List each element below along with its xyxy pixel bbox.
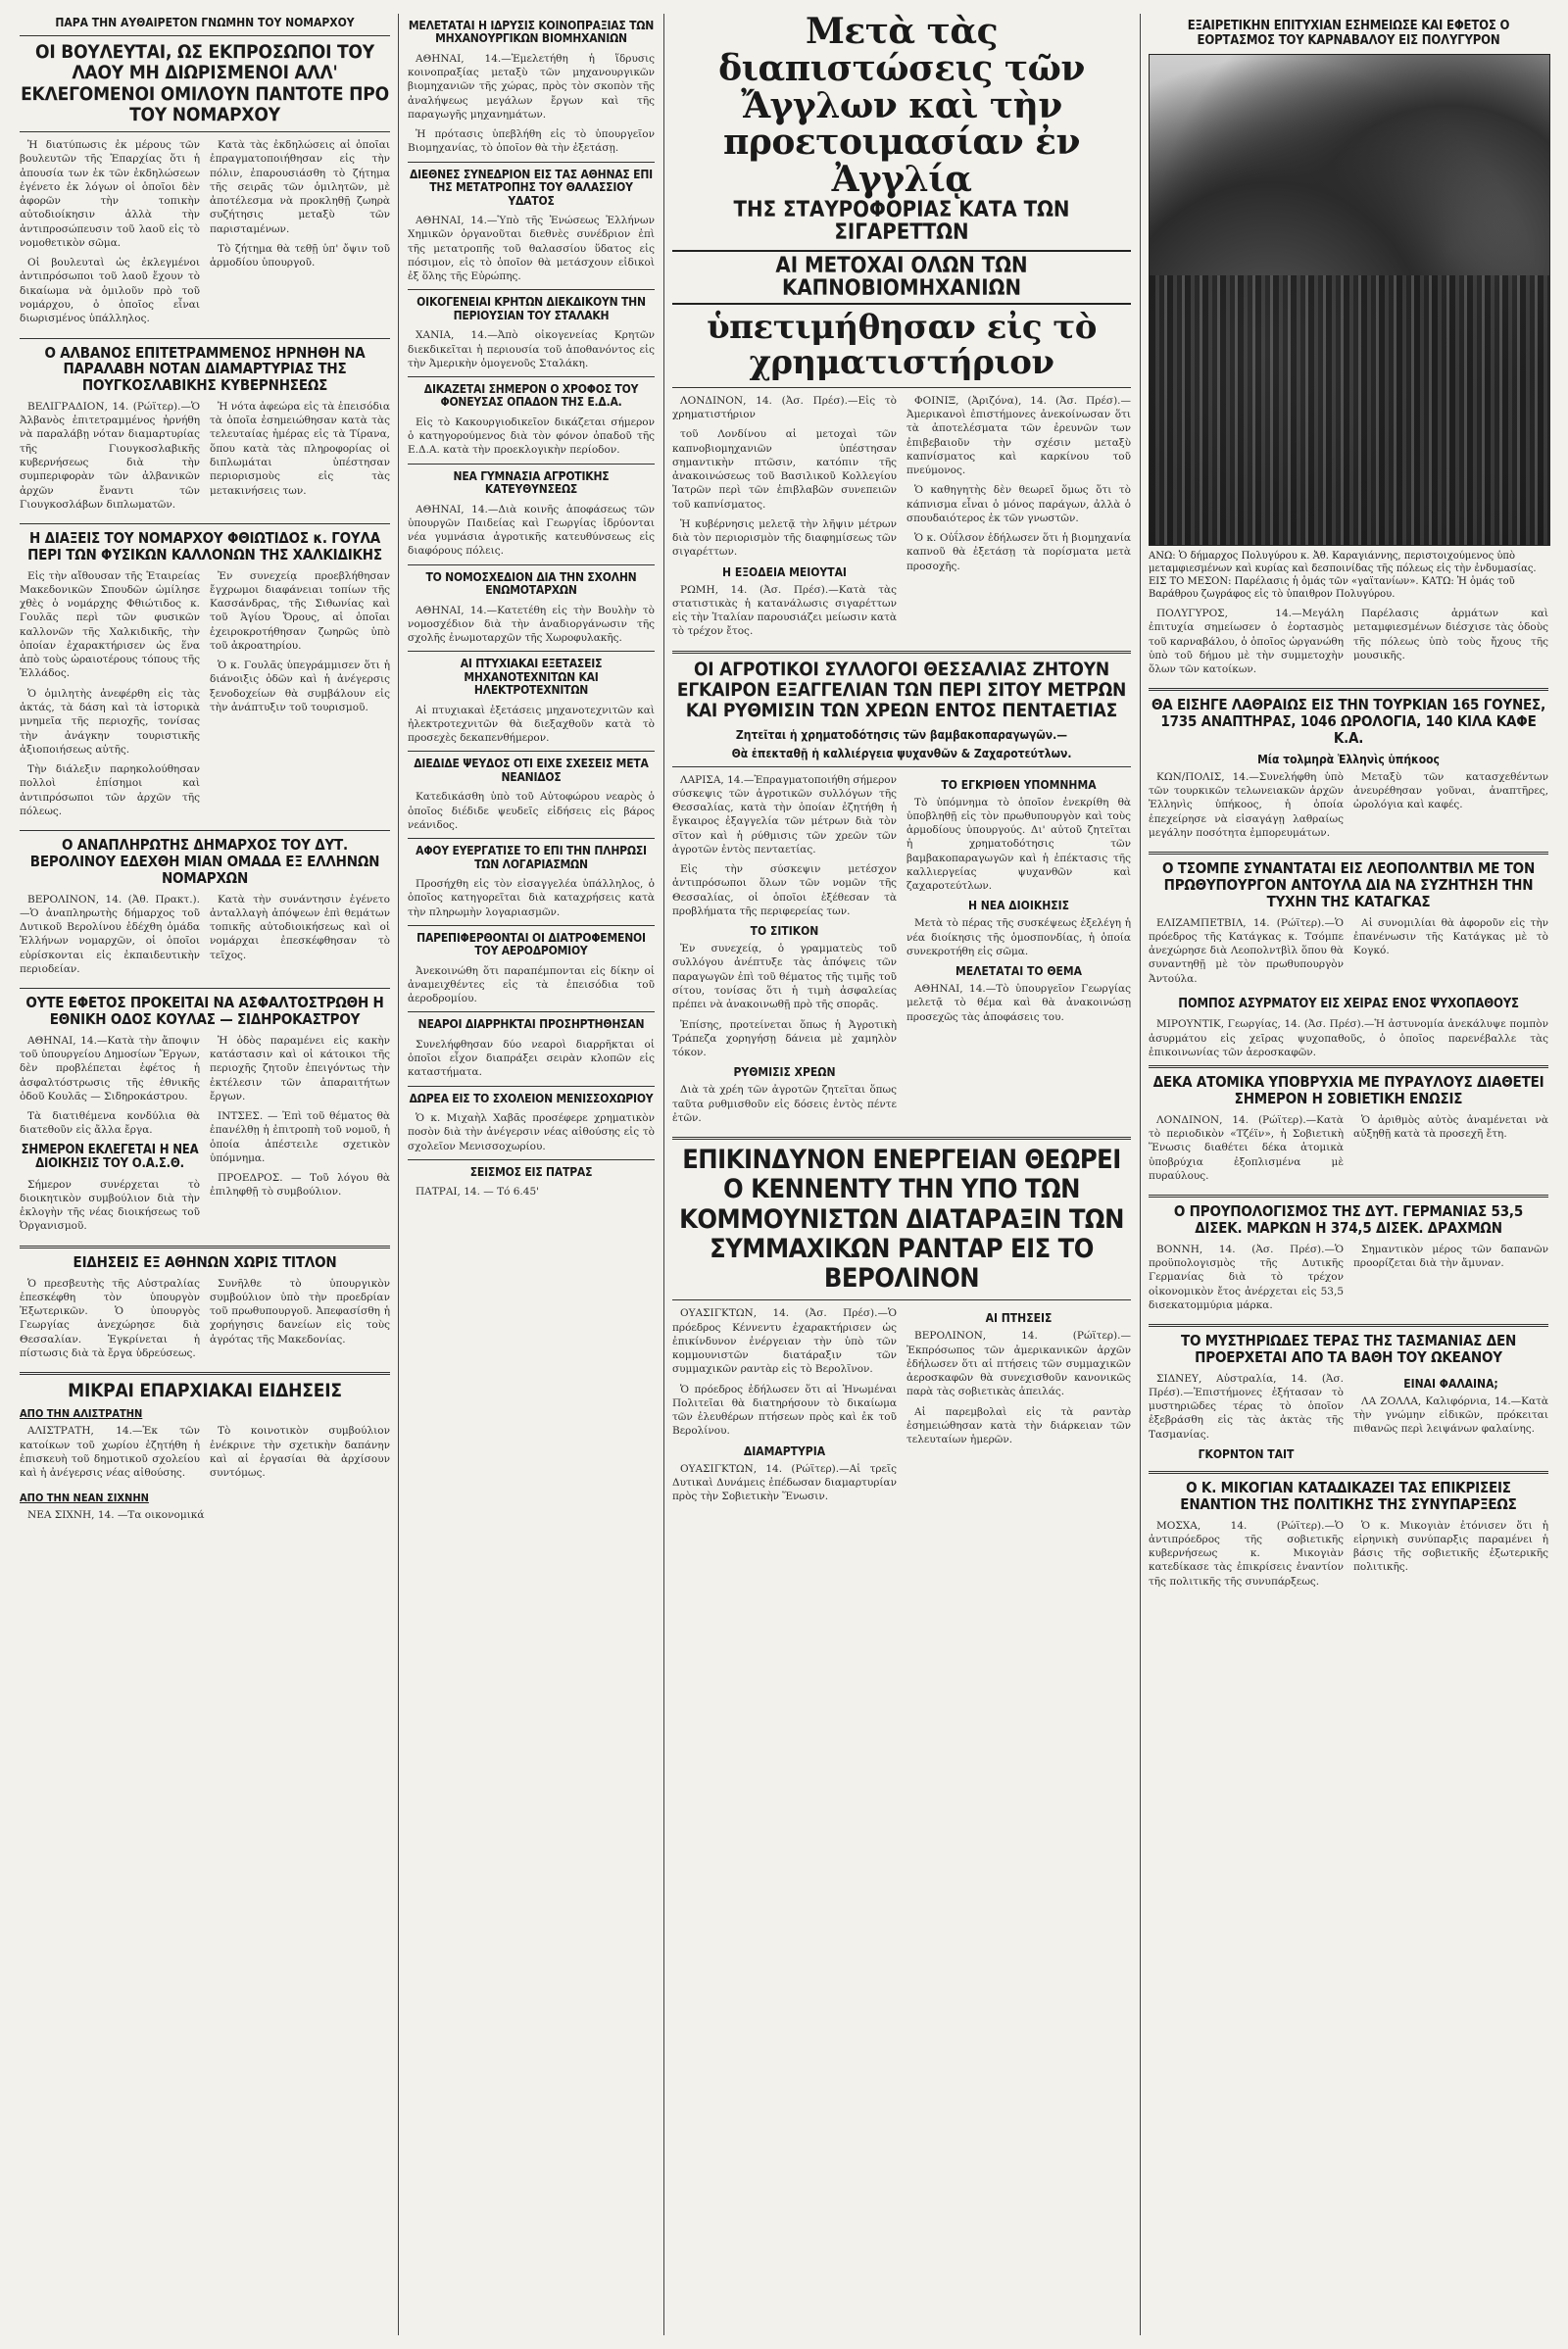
body-text: Ἡ νότα ἀφεώρα εἰς τὰ ἐπεισόδια τὰ ὁποῖα ἐσημειώθησαν κατὰ τὰς τελευταίας ἡμέρας εἰς τὰ Τίρανα, ὅπου κατὰ τὰς πληροφορίας οἱ διπλωμάται ὑπέστησαν περιορισμοὺς εἰς τὰς μετακινήσεις των. (210, 400, 390, 497)
body-text: Διὰ τὰ χρέη τῶν ἀγροτῶν ζητεῖται ὅπως ταῦτα ρυθμισθοῦν εἰς δόσεις ἐντὸς πέντε ἐτῶν. (672, 1084, 897, 1124)
headline: Ο ΑΛΒΑΝΟΣ ΕΠΙΤΕΤΡΑΜΜΕΝΟΣ ΗΡΝΗΘΗ ΝΑ ΠΑΡΑΛΑΒΗ ΝΟΤΑΝ ΔΙΑΜΑΡΤΥΡΙΑΣ ΤΗΣ ΠΟΥΓΚΟΣΛΑΒΙΚΗΣ ΚΥΒΕΡΝΗΣΕΩΣ (44, 343, 366, 395)
article-body (1149, 916, 1548, 992)
body-text: Ὁ καθηγητὴς δὲν θεωρεῖ ὅμως ὅτι τὸ κάπνισμα εἶναι ὁ μόνος παράγων, ἀλλὰ ὁ σπουδαιότερος ἐκ τῶν γνωστῶν. (906, 484, 1131, 524)
divider (672, 387, 1131, 388)
headline: ΔΙΕΔΙΔΕ ΨΕΥΔΟΣ ΟΤΙ ΕΙΧΕ ΣΧΕΣΕΙΣ ΜΕΤΑ ΝΕΑΝΙΔΟΣ (414, 757, 649, 784)
body-text: ΛΟΝΔΙΝΟΝ, 14. (Ρώϊτερ).—Κατὰ τὸ περιοδικὸν «Τζέϊν», ἡ Σοβιετικὴ Ἕνωσις διαθέτει δέκα ἀτομικὰ ὑποβρύχια ἐξοπλισμένα μὲ πυραύλους. (1149, 1113, 1344, 1182)
divider (20, 35, 390, 36)
body-text: ΟΥΑΣΙΓΚΤΩΝ, 14. (Ρώϊτερ).—Αἱ τρεῖς Δυτικαὶ Δυνάμεις ἐπέδωσαν διαμαρτυρίαν πρὸς τὴν Σοβιετικὴν Ἕνωσιν. (672, 1462, 897, 1503)
headline: ΔΙΚΑΖΕΤΑΙ ΣΗΜΕΡΟΝ Ο ΧΡΟΦΟΣ ΤΟΥ ΦΟΝΕΥΣΑΣ ΟΠΑΔΟΝ ΤΗΣ Ε.Δ.Α. (423, 382, 639, 410)
body-text: Εἰς τὸ Κακουργιοδικεῖον δικάζεται σήμερον ὁ κατηγορούμενος διὰ τὸν φόνον ὀπαδοῦ τῆς Ε.Δ.Α. κατὰ τὴν προεκλογικὴν περίοδον. (408, 416, 655, 457)
body-text: Ὁ κ. Γουλᾶς ὑπεγράμμισεν ὅτι ἡ διάνοιξις ὁδῶν καὶ ἡ ἀνέγερσις ξενοδοχείων θὰ συμβάλουν εἰς τὴν ἀνάπτυξιν τοῦ τουρισμοῦ. (210, 660, 390, 714)
body-text: Προσήχθη εἰς τὸν εἰσαγγελέα ὑπάλληλος, ὁ ὁποῖος κατηγορεῖται διὰ καταχρήσεις κατὰ τὴν πληρωμὴν λογαριασμῶν. (408, 877, 655, 918)
divider (20, 523, 390, 524)
body-text: ΒΕΡΟΛΙΝΟΝ, 14. (Ἀθ. Πρακτ.).—Ὁ ἀναπληρωτὴς δήμαρχος τοῦ Δυτικοῦ Βερολίνου ἐδέχθη ὁμάδα Ἑλλήνων νομαρχῶν, οἱ ὁποῖοι εὑρίσκονται εἰς ἐκπαιδευτικὴν περιοδείαν. (20, 893, 200, 975)
column-3 (666, 14, 1137, 2335)
headline: ΑΦΟΥ ΕΥΕΡΓΑΤΙΣΕ ΤΟ ΕΠΙ ΤΗΝ ΠΛΗΡΩΣΙ ΤΩΝ ΛΟΓΑΡΙΑΣΜΩΝ (416, 844, 647, 871)
body-text: Τὰ διατιθέμενα κονδύλια θὰ διατεθοῦν εἰς ἄλλα ἔργα. (20, 1110, 200, 1137)
body-text: ΙΝΤΣΕΣ. — Ἐπὶ τοῦ θέματος θὰ ἐπανέλθῃ ἡ ἐπιτροπὴ τοῦ νομοῦ, ἡ ὁποία ἀπέστειλε σχετικὸν ὑπόμνημα. (210, 1110, 390, 1164)
body-text: ΑΘΗΝΑΙ, 14.—Κατὰ τὴν ἄποψιν τοῦ ὑπουργείου Δημοσίων Ἔργων, δὲν προβλέπεται ἐφέτος ἡ ἀσφαλτόστρωσις τῆς ἐθνικῆς ὁδοῦ Κουλᾶς — Σιδηροκάστρου. (20, 1034, 200, 1102)
body-text: Τὴν διάλεξιν παρηκολούθησαν πολλοὶ ἐπίσημοι καὶ ἀντιπρόσωποι τῶν ἀρχῶν τῆς πόλεως. (20, 763, 200, 817)
headline: ΟΙΚΟΓΕΝΕΙΑΙ ΚΡΗΤΩΝ ΔΙΕΚΔΙΚΟΥΝ ΤΗΝ ΠΕΡΙΟΥΣΙΑΝ ΤΟΥ ΣΤΑΛΑΚΗ (416, 295, 646, 322)
subheading: ΜΕΛΕΤΑΤΑΙ ΤΟ ΘΕΜΑ (955, 964, 1083, 979)
body-text: ΦΟΙΝΙΞ, (Ἀριζόνα), 14. (Ἀσ. Πρέσ).—Ἀμερικανοὶ ἐπιστήμονες ἀνεκοίνωσαν ὅτι τὰ ἀποτελέσματα τῶν ἐρευνῶν των ἐπιβεβαιοῦν τὴν σχέσιν μεταξὺ καπνίσματος καὶ καρκίνου τοῦ πνεύμονος. (906, 394, 1131, 477)
body-text: ΒΕΡΟΛΙΝΟΝ, 14. (Ρώϊτερ).—Ἐκπρόσωπος τῶν ἀμερικανικῶν ἀρχῶν ἐδήλωσεν ὅτι αἱ πτήσεις τῶν συμμαχικῶν ἀεροσκαφῶν θὰ συνεχισθοῦν κανονικῶς παρὰ τὰς σοβιετικὰς ἀπειλάς. (906, 1330, 1131, 1398)
divider (1149, 688, 1548, 691)
divider (408, 464, 655, 465)
body-text: Τὸ ὑπόμνημα τὸ ὁποῖον ἐνεκρίθη θὰ ὑποβληθῇ εἰς τὸν πρωθυπουργὸν καὶ τοὺς ἁρμοδίους ὑπουργούς. Δι' αὐτοῦ ζητεῖται ἡ χρηματοδότησις τῶν βαμβακοπαραγωγῶν καὶ ἡ ἐπέκτασις τῆς καλλιεργείας ψυχανθῶν καὶ ζαχαροτεύτλων. (906, 796, 1131, 893)
body-text: Τὸ κοινοτικὸν συμβούλιον ἐνέκρινε τὴν σχετικὴν δαπάνην καὶ αἱ ἐργασίαι θὰ ἀρχίσουν συντόμως. (210, 1425, 390, 1480)
body-text: ΛΑ ΖΟΛΛΑ, Καλιφόρνια, 14.—Κατὰ τὴν γνώμην εἰδικῶν, πρόκειται πιθανῶς περὶ λειψάνων φαλαίνης. (1353, 1395, 1548, 1436)
body-text: ΟΥΑΣΙΓΚΤΩΝ, 14. (Ἀσ. Πρέσ).—Ὁ πρόεδρος Κέννεντυ ἐχαρακτήρισεν ὡς ἐπικίνδυνον ἐνέργειαν τὴν ὑπὸ τῶν κομμουνιστῶν διατάραξιν τῶν συμμαχικῶν ραντὰρ εἰς τὸ Βερολῖνον. (672, 1307, 897, 1376)
headline: ΠΑΡΕΠΙΦΕΡΘΟΝΤΑΙ ΟΙ ΔΙΑΤΡΟΦΕΜΕΝΟΙ ΤΟΥ ΑΕΡΟΔΡΟΜΙΟΥ (416, 930, 646, 958)
headline: ΕΞΑΙΡΕΤΙΚΗΝ ΕΠΙΤΥΧΙΑΝ ΕΣΗΜΕΙΩΣΕ ΚΑΙ ΕΦΕΤΟΣ Ο ΕΟΡΤΑΣΜΟΣ ΤΟΥ ΚΑΡΝΑΒΑΛΟΥ ΕΙΣ ΠΟΛΥΓΥΡΟΝ (1187, 19, 1510, 48)
body-text: Ἐπίσης, προτείνεται ὅπως ἡ Ἀγροτικὴ Τράπεζα χορηγήσῃ δάνεια μὲ χαμηλὸν τόκον. (672, 1018, 897, 1059)
carnival-photo (1149, 54, 1550, 546)
body-text: Κατεδικάσθη ὑπὸ τοῦ Αὐτοφώρου νεαρὸς ὁ ὁποῖος διέδιδε ψευδεῖς εἰδήσεις εἰς βάρος νεάνιδος. (408, 791, 655, 831)
article-body (20, 569, 390, 825)
body-text: Συνῆλθε τὸ ὑπουργικὸν συμβούλιον ὑπὸ τὴν προεδρίαν τοῦ πρωθυπουργοῦ. Ἀπεφασίσθη ἡ χορήγησις δανείων εἰς τοὺς ἀγρότας τῆς Μακεδονίας. (210, 1277, 390, 1346)
body-text: Συνελήφθησαν δύο νεαροὶ διαρρῆκται οἱ ὁποῖοι εἶχον διαπράξει σειρὰν κλοπῶν εἰς καταστήματα. (408, 1038, 655, 1079)
article-body (1149, 1113, 1548, 1189)
headline: ΠΟΜΠΟΣ ΑΣΥΡΜΑΤΟΥ ΕΙΣ ΧΕΙΡΑΣ ΕΝΟΣ ΨΥΧΟΠΑΘΟΥΣ (1178, 996, 1519, 1011)
body-text: Ἡ ὁδὸς παραμένει εἰς κακὴν κατάστασιν καὶ οἱ κάτοικοι τῆς περιοχῆς ζητοῦν ἐπειγόντως τὴν ἐκτέλεσιν τῶν ἀπαραιτήτων ἔργων. (210, 1034, 390, 1102)
headline: ΔΩΡΕΑ ΕΙΣ ΤΟ ΣΧΟΛΕΙΟΝ ΜΕΝΙΣΣΟΧΩΡΙΟΥ (409, 1091, 654, 1105)
headline: ΜΙΚΡΑΙ ΕΠΑΡΧΙΑΚΑΙ ΕΙΔΗΣΕΙΣ (68, 1380, 342, 1402)
article-body (1149, 1243, 1548, 1318)
subheading: ΓΚΟΡΝΤΟΝ ΤΑΙΤ (1198, 1446, 1295, 1461)
body-text: Αἱ παρεμβολαὶ εἰς τὰ ραντὰρ ἐσημειώθησαν κατὰ τὴν διάρκειαν τῶν τελευταίων ἡμερῶν. (906, 1405, 1131, 1446)
divider (20, 1372, 390, 1375)
body-text: ΒΕΛΙΓΡΑΔΙΟΝ, 14. (Ρώϊτερ).—Ὁ Ἀλβανὸς ἐπιτετραμμένος ἠρνήθη νὰ παραλάβῃ νόταν διαμαρτυρίας τῆς Γιουγκοσλαβικῆς κυβερνήσεως διὰ τὴν συμπεριφορὰν τῶν ἀλβανικῶν ἀρχῶν ἔναντι τῶν Γιουγκοσλάβων διπλωματῶν. (20, 400, 200, 511)
body-text: Ἐν συνεχείᾳ, ὁ γραμματεὺς τοῦ συλλόγου ἀνέπτυξε τὰς ἀπόψεις τῶν παραγωγῶν ἐπὶ τοῦ θέματος τῆς τιμῆς τοῦ σίτου, τονίσας ὅτι ἡ τιμὴ ἀσφαλείας πρέπει νὰ ἀνακοινωθῇ πρὸ τῆς σπορᾶς. (672, 943, 897, 1011)
body-text: Ἐν συνεχείᾳ προεβλήθησαν ἔγχρωμοι διαφάνειαι τοπίων τῆς Κασσάνδρας, τῆς Σιθωνίας καὶ τοῦ Ἁγίου Ὄρους, αἱ ὁποῖαι ἐχειροκροτήθησαν ζωηρῶς ὑπὸ τοῦ ἀκροατηρίου. (210, 569, 390, 652)
photo-caption: ΑΝΩ: Ὁ δήμαρχος Πολυγύρου κ. Ἀθ. Καραγιάννης, περιστοιχούμενος ὑπὸ μεταμφιεσμένων καὶ κυρίας καὶ δεσποινίδας τῆς πόλεως εἰς τὴν ἐνδυμασίας. ΕΙΣ ΤΟ ΜΕΣΟΝ: Παρέλασις ἡ ὁμάς τῶν «γαϊτανίων». ΚΑΤΩ: Ἡ ὁμάς τοῦ Βαράθρου ζωγράφος εἰς τὸ ὑπαιθρον Πολυγύρου. (1149, 551, 1537, 601)
body-text: Εἰς τὴν αἴθουσαν τῆς Ἑταιρείας Μακεδονικῶν Σπουδῶν ὡμίλησε χθὲς ὁ νομάρχης Φθιώτιδος κ. Γουλᾶς περὶ τῶν φυσικῶν καλλονῶν τῆς Χαλκιδικῆς, τὴν ὁποίαν ἐχαρακτήρισεν ὡς ἕνα ἀπὸ τοὺς ὡραιοτέρους τόπους τῆς Ἑλλάδος. (20, 569, 200, 680)
body-text: Ὁ πρόεδρος ἐδήλωσεν ὅτι αἱ Ἡνωμέναι Πολιτεῖαι θὰ διατηρήσουν τὸ δικαίωμα τῶν ἐλευθέρων πτήσεων πρὸς καὶ ἐκ τοῦ Βερολίνου. (672, 1383, 897, 1438)
body-text: ΑΘΗΝΑΙ, 14.—Κατετέθη εἰς τὴν Βουλὴν τὸ νομοσχέδιον διὰ τὴν ἀναδιοργάνωσιν τῆς σχολῆς ἐνωμοταρχῶν τῆς Χωροφυλακῆς. (408, 604, 655, 645)
divider (408, 162, 655, 163)
headline: ΘΑ ΕΙΣΗΓΕ ΛΑΘΡΑΙΩΣ ΕΙΣ ΤΗΝ ΤΟΥΡΚΙΑΝ 165 ΓΟΥΝΕΣ, 1735 ΑΝΑΠΤΗΡΑΣ, 1046 ΩΡΟΛΟΓΙΑ, 140 ΚΙΛΑ ΚΑΦΕ Κ.Α. (1151, 696, 1546, 748)
body-text: Παρέλασις ἁρμάτων καὶ μεταμφιεσμένων διέσχισε τὰς ὁδοὺς τῆς πόλεως ὑπὸ τοὺς ἤχους τῆς μουσικῆς. (1353, 608, 1548, 661)
body-text: ΠΟΛΥΓΥΡΟΣ, 14.—Μεγάλη ἐπιτυχία σημείωσεν ὁ ἐορτασμὸς τοῦ καρναβάλου, ὁ ὁποῖος ὠργανώθη ὑπὸ τοῦ δήμου μὲ τὴν συμμετοχὴν ὅλων τῶν κατοίκων. (1149, 608, 1344, 676)
divider (20, 131, 390, 132)
divider (1149, 1471, 1548, 1474)
divider (408, 838, 655, 839)
column-rule (663, 14, 664, 2335)
column-rule (1140, 14, 1141, 2335)
headline: ΜΕΛΕΤΑΤΑΙ Η ΙΔΡΥΣΙΣ ΚΟΙΝΟΠΡΑΞΙΑΣ ΤΩΝ ΜΗΧΑΝΟΥΡΓΙΚΩΝ ΒΙΟΜΗΧΑΝΙΩΝ (408, 19, 655, 46)
subheading: Η ΝΕΑ ΔΙΟΙΚΗΣΙΣ (967, 899, 1070, 913)
banner-subheadline: ΤΗΣ ΣΤΑΥΡΟΦΟΡΙΑΣ ΚΑΤΑ ΤΩΝ ΣΙΓΑΡΕΤΤΩΝ (733, 197, 1070, 246)
subheading: ΔΙΑΜΑΡΤΥΡΙΑ (743, 1444, 826, 1458)
subheading: Θὰ ἐπεκταθῇ ἡ καλλιέργεια ψυχανθῶν & Ζαχαροτεύτλων. (731, 746, 1072, 760)
body-text: ΑΘΗΝΑΙ, 14.—Διὰ κοινῆς ἀποφάσεως τῶν ὑπουργῶν Παιδείας καὶ Γεωργίας ἱδρύονται νέα γυμνάσια ἀγροτικῆς κατευθύνσεως εἰς διαφόρους πόλεις. (408, 503, 655, 558)
divider (20, 830, 390, 831)
banner-headline: Μετὰ τὰς διαπιστώσεις τῶν Ἄγγλων καὶ τὴν προετοιμασίαν ἐν Ἀγγλίᾳ (718, 14, 1085, 201)
article-body (1149, 1372, 1548, 1465)
body-text: ΛΟΝΔΙΝΟΝ, 14. (Ἀσ. Πρέσ).—Εἰς τὸ χρηματιστήριον (672, 394, 897, 420)
divider (672, 766, 1131, 767)
headline: ΕΠΙΚΙΝΔΥΝΟΝ ΕΝΕΡΓΕΙΑΝ ΘΕΩΡΕΙ Ο ΚΕΝΝΕΝΤΥ ΤΗΝ ΥΠΟ ΤΩΝ ΚΟΜΜΟΥΝΙΣΤΩΝ ΔΙΑΤΑΡΑΞΙΝ ΤΩΝ ΣΥΜΜΑΧΙΚΩΝ ΡΑΝΤΑΡ ΕΙΣ ΤΟ ΒΕΡΟΛΙΝΟΝ (679, 1145, 1124, 1295)
headline: ΝΕΑ ΓΥΜΝΑΣΙΑ ΑΓΡΟΤΙΚΗΣ ΚΑΤΕΥΘΥΝΣΕΩΣ (453, 468, 610, 497)
body-text: ΠΑΤΡΑΙ, 14. — Τό 6.45' (416, 1186, 540, 1199)
subheading: ΤΟ ΣΙΤΙΚΟΝ (750, 924, 819, 939)
article-body (20, 1034, 390, 1240)
section-label: ΑΠΟ ΤΗΝ ΑΛΙΣΤΡΑΤΗΝ (20, 1407, 143, 1421)
body-text: ΑΘΗΝΑΙ, 14.—Ἐμελετήθη ἡ ἵδρυσις κοινοπραξίας μεταξὺ τῶν μηχανουργικῶν βιομηχανιῶν τῆς χώρας, πρὸς τὸν σκοπὸν τῆς ἀναλήψεως μεγάλων ἔργων καὶ τῆς παραγωγῆς μηχανημάτων. (408, 52, 655, 121)
headline: ΤΟ ΜΥΣΤΗΡΙΩΔΕΣ ΤΕΡΑΣ ΤΗΣ ΤΑΣΜΑΝΙΑΣ ΔΕΝ ΠΡΟΕΡΧΕΤΑΙ ΑΠΟ ΤΑ ΒΑΘΗ ΤΟΥ ΩΚΕΑΝΟΥ (1180, 1332, 1517, 1366)
body-text: ΑΘΗΝΑΙ, 14.—Ὑπὸ τῆς Ἑνώσεως Ἑλλήνων Χημικῶν ὀργανοῦται διεθνὲς συνέδριον ἐπὶ τῆς μετατροπῆς τοῦ θαλασσίου ὕδατος εἰς πόσιμον, εἰς τὸ ὁποῖον θὰ μετάσχουν εἰδικοὶ ἐξ ὅλης τῆς Εὐρώπης. (408, 215, 655, 283)
divider (408, 1086, 655, 1087)
body-text: ΕΛΙΖΑΜΠΕΤΒΙΛ, 14. (Ρώϊτερ).—Ὁ πρόεδρος τῆς Κατάγκας κ. Τσόμπε ἀνεχώρησε διὰ Λεοπολντβὶλ ὅπου θὰ συναντηθῇ μὲ τὸν πρωθυπουργὸν Ἀντούλα. (1149, 916, 1344, 985)
divider (672, 1299, 1131, 1300)
body-text: ΝΕΑ ΣΙΧΝΗ, 14. —Τα οικονομικά (27, 1509, 205, 1522)
body-text: τοῦ Λονδίνου αἱ μετοχαὶ τῶν καπνοβιομηχανιῶν ὑπέστησαν σημαντικὴν πτῶσιν, κατόπιν τῆς ἀνακοινώσεως τοῦ Βασιλικοῦ Κολλεγίου Ἰατρῶν περὶ τῶν ἐπιβλαβῶν συνεπειῶν τοῦ καπνίσματος. (672, 428, 897, 511)
body-text: Ἀνεκοινώθη ὅτι παραπέμπονται εἰς δίκην οἱ ἀναμειχθέντες εἰς τὰ ἐπεισόδια τοῦ ἀεροδρομίου. (408, 964, 655, 1005)
body-text: Τὸ ζήτημα θὰ τεθῇ ὑπ' ὄψιν τοῦ ἁρμοδίου ὑπουργοῦ. (210, 242, 390, 269)
body-text: Ὁ πρεσβευτὴς τῆς Αὐστραλίας ἐπεσκέφθη τὸν ὑπουργὸν Ἐξωτερικῶν. Ὁ ὑπουργὸς Γεωργίας ἀνεχώρησε διὰ Θεσσαλίαν. Ἐγκρίνεται ἡ πίστωσις διὰ τὰ ἔργα ὑδρεύσεως. (20, 1277, 200, 1359)
body-text: Ὁ ἀριθμὸς αὐτὸς ἀναμένεται νὰ αὐξηθῇ κατὰ τὰ προσεχῆ ἔτη. (1353, 1113, 1548, 1141)
banner-headline: ὑπετιμήθησαν εἰς τὸ χρηματιστήριον (707, 308, 1097, 383)
body-text: Ὁ ὁμιλητὴς ἀνεφέρθη εἰς τὰς ἀκτάς, τὰ δάση καὶ τὰ ἱστορικὰ μνημεῖα τῆς περιοχῆς, τονίσας τὴν ἀνάγκην τουριστικῆς ἀξιοποιήσεως αὐτῆς. (20, 687, 200, 756)
body-text: ΒΟΝΝΗ, 14. (Ἀσ. Πρέσ).—Ὁ προϋπολογισμὸς τῆς Δυτικῆς Γερμανίας διὰ τὸ τρέχον οἰκονομικὸν ἔτος ἀνέρχεται εἰς 53,5 δισεκατομμύρια μάρκα. (1149, 1243, 1344, 1311)
headline: Ο Κ. ΜΙΚΟΓΙΑΝ ΚΑΤΑΔΙΚΑΖΕΙ ΤΑΣ ΕΠΙΚΡΙΣΕΙΣ ΕΝΑΝΤΙΟΝ ΤΗΣ ΠΟΛΙΤΙΚΗΣ ΤΗΣ ΣΥΝΥΠΑΡΞΕΩΣ (1180, 1478, 1517, 1513)
body-text: Κατὰ τὴν συνάντησιν ἐγένετο ἀνταλλαγὴ ἀπόψεων ἐπὶ θεμάτων τοπικῆς αὐτοδιοικήσεως καὶ οἱ νομάρχαι ἐπεσκέφθησαν τὸ τεῖχος. (210, 893, 390, 961)
headline: Ο ΠΡΟΥΠΟΛΟΓΙΣΜΟΣ ΤΗΣ ΔΥΤ. ΓΕΡΜΑΝΙΑΣ 53,5 ΔΙΣΕΚ. ΜΑΡΚΩΝ Η 374,5 ΔΙΣΕΚ. ΔΡΑΧΜΩΝ (1173, 1202, 1524, 1237)
divider (1149, 1195, 1548, 1198)
divider (408, 751, 655, 752)
headline: ΟΥΤΕ ΕΦΕΤΟΣ ΠΡΟΚΕΙΤΑΙ ΝΑ ΑΣΦΑΛΤΟΣΤΡΩΘΗ Η ΕΘΝΙΚΗ ΟΔΟΣ ΚΟΥΛΑΣ — ΣΙΔΗΡΟΚΑΣΤΡΟΥ (25, 994, 384, 1028)
divider (20, 338, 390, 339)
headline: ΔΙΕΘΝΕΣ ΣΥΝΕΔΡΙΟΝ ΕΙΣ ΤΑΣ ΑΘΗΝΑΣ ΕΠΙ ΤΗΣ ΜΕΤΑΤΡΟΠΗΣ ΤΟΥ ΘΑΛΑΣΣΙΟΥ ΥΔΑΤΟΣ (409, 167, 653, 208)
column-4 (1143, 14, 1554, 2335)
subheading: ΑΙ ΠΤΗΣΕΙΣ (985, 1311, 1053, 1326)
section-label: ΑΠΟ ΤΗΝ ΝΕΑΝ ΣΙΧΝΗΝ (20, 1492, 149, 1505)
body-text: Ἡ πρότασις ὑπεβλήθη εἰς τὸ ὑπουργεῖον Βιομηχανίας, τὸ ὁποῖον θὰ τὴν ἐξετάσῃ. (408, 128, 655, 155)
divider (20, 1246, 390, 1248)
column-1 (14, 14, 396, 2335)
headline: Ο ΑΝΑΠΛΗΡΩΤΗΣ ΔΗΜΑΡΧΟΣ ΤΟΥ ΔΥΤ. ΒΕΡΟΛΙΝΟΥ ΕΔΕΧΘΗ ΜΙΑΝ ΟΜΑΔΑ ΕΞ ΕΛΛΗΝΩΝ ΝΟΜΑΡΧΩΝ (29, 836, 380, 887)
body-text: Κατὰ τὰς ἐκδηλώσεις αἱ ὁποῖαι ἐπραγματοποιήθησαν εἰς τὴν πόλιν, ἐπαρουσιάσθη τὸ ζήτημα τῆς σειρᾶς τῶν ὁμιλητῶν, μὲ ἀποτέλεσμα νὰ προκληθῇ ζωηρὰ συζήτησις μεταξὺ τῶν παρισταμένων. (210, 139, 390, 235)
body-text: Ὁ κ. Μιχαὴλ Χαβᾶς προσέφερε χρηματικὸν ποσὸν διὰ τὴν ἀνέγερσιν νέας αἰθούσης εἰς τὸ σχολεῖον Μενισσοχωρίου. (408, 1112, 655, 1152)
subheading: Η ΕΞΟΔΕΙΑ ΜΕΙΟΥΤΑΙ (722, 564, 847, 579)
article-body (1149, 1519, 1548, 1594)
headline: Ο ΤΣΟΜΠΕ ΣΥΝΑΝΤΑΤΑΙ ΕΙΣ ΛΕΟΠΟΛΝΤΒΙΛ ΜΕ ΤΟΝ ΠΡΩΘΥΠΟΥΡΓΟΝ ΑΝΤΟΥΛΑ ΔΙΑ ΝΑ ΣΥΖΗΤΗΣΗ ΤΗΝ ΤΥΧΗΝ ΤΗΣ ΚΑΤΑΓΚΑΣ (1161, 859, 1536, 910)
subheading: Ζητεῖται ἡ χρηματοδότησις τῶν βαμβακοπαραγωγῶν.— (735, 727, 1068, 742)
headline: ΔΕΚΑ ΑΤΟΜΙΚΑ ΥΠΟΒΡΥΧΙΑ ΜΕ ΠΥΡΑΥΛΟΥΣ ΔΙΑΘΕΤΕΙ ΣΗΜΕΡΟΝ Η ΣΟΒΙΕΤΙΚΗ ΕΝΩΣΙΣ (1152, 1073, 1544, 1107)
article-body (20, 893, 390, 983)
body-text: ΜΟΣΧΑ, 14. (Ρώϊτερ).—Ὁ ἀντιπρόεδρος τῆς σοβιετικῆς κυβερνήσεως κ. Μικογιὰν κατεδίκασε τὰς ἐπικρίσεις ἐναντίον τῆς πολιτικῆς τῆς συνυπάρξεως. (1149, 1519, 1344, 1588)
body-text: ΜΙΡΟΥΝΤΙΚ, Γεωργίας, 14. (Ἀσ. Πρέσ).—Ἡ ἀστυνομία ἀνεκάλυψε πομπὸν ἀσυρμάτου εἰς χεῖρας ψυχοπαθοῦς, ὁ ὁποῖος παρενέβαλλε τὰς ἐπικοινωνίας τῶν ἀεροσκαφῶν. (1149, 1018, 1548, 1058)
body-text: Ἡ κυβέρνησις μελετᾷ τὴν λῆψιν μέτρων διὰ τὸν περιορισμὸν τῆς διαφημίσεως τῶν σιγαρέττων. (672, 517, 897, 559)
body-text: Μεταξὺ τῶν κατασχεθέντων ἀνευρέθησαν γοῦναι, ἀναπτῆρες, ὡρολόγια καὶ καφές. (1353, 770, 1548, 811)
headline: ΟΙ ΑΓΡΟΤΙΚΟΙ ΣΥΛΛΟΓΟΙ ΘΕΣΣΑΛΙΑΣ ΖΗΤΟΥΝ ΕΓΚΑΙΡΟΝ ΕΞΑΓΓΕΛΙΑΝ ΤΩΝ ΠΕΡΙ ΣΙΤΟΥ ΜΕΤΡΩΝ ΚΑΙ ΡΥΘΜΙΣΙΝ ΤΩΝ ΧΡΕΩΝ ΕΝΤΟΣ ΠΕΝΤΑΕΤΙΑΣ (676, 658, 1127, 722)
divider (672, 1137, 1131, 1140)
divider (408, 564, 655, 565)
kicker: ΠΑΡΑ ΤΗΝ ΑΥΘΑΙΡΕΤΟΝ ΓΝΩΜΗΝ ΤΟΥ ΝΟΜΑΡΧΟΥ (55, 16, 355, 29)
body-text: Ὁ κ. Οὐΐλσον ἐδήλωσεν ὅτι ἡ βιομηχανία καπνοῦ θὰ ἐξετάσῃ τὰ πορίσματα μετὰ προσοχῆς. (906, 532, 1131, 572)
headline: ΣΕΙΣΜΟΣ ΕΙΣ ΠΑΤΡΑΣ (469, 1164, 593, 1179)
banner-subheadline: ΑΙ ΜΕΤΟΧΑΙ ΟΛΩΝ ΤΩΝ ΚΑΠΝΟΒΙΟΜΗΧΑΝΙΩΝ (672, 250, 1131, 305)
body-text: ΛΑΡΙΣΑ, 14.—Ἐπραγματοποιήθη σήμερον σύσκεψις τῶν ἀγροτικῶν συλλόγων τῆς Θεσσαλίας, κατὰ τὴν ὁποίαν ἐζητήθη ἡ ἔγκαιρος ἐξαγγελία τῶν μέτρων διὰ τὸν σῖτον καὶ ἡ ρύθμισις τῶν χρεῶν τῶν ἀγροτῶν ἐντὸς πενταετίας. (672, 773, 897, 856)
body-text: Αἱ συνομιλίαι θὰ ἀφοροῦν εἰς τὴν ἐπανένωσιν τῆς Κατάγκας μὲ τὸ Κογκό. (1353, 916, 1548, 957)
article-body (672, 1306, 1131, 1509)
divider (408, 1159, 655, 1160)
divider (1149, 852, 1548, 855)
body-text: Εἰς τὴν σύσκεψιν μετέσχον ἀντιπρόσωποι ὅλων τῶν νομῶν τῆς Θεσσαλίας, οἱ ὁποῖοι ἐξέθεσαν τὰ προβλήματα τῆς περιφερείας των. (672, 863, 897, 917)
body-text: ΠΡΟΕΔΡΟΣ. — Τοῦ λόγου θὰ ἐπιληφθῇ τὸ συμβούλιον. (210, 1172, 390, 1199)
body-text: Σήμερον συνέρχεται τὸ διοικητικὸν συμβούλιον διὰ τὴν ἐκλογὴν τῆς νέας διοικήσεως τοῦ Ὀργανισμοῦ. (20, 1178, 200, 1233)
body-text: ΡΩΜΗ, 14. (Ἀσ. Πρέσ).—Κατὰ τὰς στατιστικὰς ἡ κατανάλωσις σιγαρέττων εἰς τὴν Ἰταλίαν παρουσιάζει μείωσιν κατὰ τὸ τρέχον ἔτος. (672, 583, 897, 638)
divider (408, 1011, 655, 1012)
body-text: Οἱ βουλευταὶ ὡς ἐκλεγμένοι ἀντιπρόσωποι τοῦ λαοῦ ἔχουν τὸ δικαίωμα νὰ ὁμιλοῦν πρὸ τοῦ νομάρχου, ὁ ὁποῖος εἶναι διωρισμένος ὑπάλληλος. (20, 257, 200, 325)
body-text: ΧΑΝΙΑ, 14.—Ἀπὸ οἰκογενείας Κρητῶν διεκδικεῖται ἡ περιουσία τοῦ ἀποθανόντος εἰς τὴν Ἀμερικὴν ὁμογενοῦς Σταλάκη. (408, 329, 655, 369)
article-body (672, 394, 1131, 645)
divider (408, 289, 655, 290)
headline: Η ΔΙΑΞΕΙΣ ΤΟΥ ΝΟΜΑΡΧΟΥ ΦΘΙΩΤΙΔΟΣ κ. ΓΟΥΛΑ ΠΕΡΙ ΤΩΝ ΦΥΣΙΚΩΝ ΚΑΛΛΟΝΩΝ ΤΗΣ ΧΑΛΚΙΔΙΚΗΣ (27, 529, 382, 563)
subheading: ΕΙΝΑΙ ΦΑΛΑΙΝΑ; (1403, 1376, 1498, 1391)
body-text: ΚΩΝ/ΠΟΛΙΣ, 14.—Συνελήφθη ὑπὸ τῶν τουρκικῶν τελωνειακῶν ἀρχῶν Ἑλληνὶς ὑπήκοος, ἡ ὁποία ἐπεχείρησε νὰ εἰσαγάγῃ λαθραίως μεγάλην ποσότητα ἐμπορευμάτων. (1149, 770, 1344, 839)
body-text: ΑΘΗΝΑΙ, 14.—Τὸ ὑπουργεῖον Γεωργίας μελετᾷ τὸ θέμα καὶ θὰ ἀνακοινώσῃ προσεχῶς τὰς ἀποφάσεις του. (906, 983, 1131, 1023)
subheading: ΤΟ ΕΓΚΡΙΘΕΝ ΥΠΟΜΝΗΜΑ (941, 777, 1097, 792)
subheading: ΡΥΘΜΙΣΙΣ ΧΡΕΩΝ (733, 1065, 836, 1080)
article-body (1149, 770, 1548, 846)
divider (20, 988, 390, 989)
body-text: Αἱ πτυχιακαὶ ἐξετάσεις μηχανοτεχνιτῶν καὶ ἠλεκτροτεχνιτῶν θὰ διεξαχθοῦν κατὰ τὸ προσεχὲς δεκαπενθήμερον. (408, 704, 655, 745)
article-body (672, 773, 1131, 1132)
body-text: Μετὰ τὸ πέρας τῆς συσκέψεως ἐξελέγη ἡ νέα διοίκησις τῆς ὁμοσπονδίας, ἡ ὁποία συνεκροτήθη εἰς σῶμα. (906, 917, 1131, 957)
body-text: Σημαντικὸν μέρος τῶν δαπανῶν προορίζεται διὰ τὴν ἄμυναν. (1353, 1243, 1548, 1269)
divider (408, 376, 655, 377)
article-body (20, 1424, 390, 1486)
headline: ΤΟ ΝΟΜΟΣΧΕΔΙΟΝ ΔΙΑ ΤΗΝ ΣΧΟΛΗΝ ΕΝΩΜΟΤΑΡΧΩΝ (425, 569, 637, 598)
divider (1149, 1324, 1548, 1327)
article-body (20, 400, 390, 517)
headline: ΝΕΑΡΟΙ ΔΙΑΡΡΗΚΤΑΙ ΠΡΟΣΗΡΤΗΘΗΣΑΝ (417, 1017, 645, 1032)
headline: ΕΙΔΗΣΕΙΣ ΕΞ ΑΘΗΝΩΝ ΧΩΡΙΣ ΤΙΤΛΟΝ (73, 1252, 337, 1271)
body-text: ΑΛΙΣΤΡΑΤΗ, 14.—Ἐκ τῶν κατοίκων τοῦ χωρίου ἐζητήθη ἡ ἐπισκευὴ τοῦ δημοτικοῦ σχολείου καὶ ἡ ἀνέγερσις νέας αἰθούσης. (20, 1425, 200, 1480)
divider (672, 651, 1131, 654)
headline: ΑΙ ΠΤΥΧΙΑΚΑΙ ΕΞΕΤΑΣΕΙΣ ΜΗΧΑΝΟΤΕΧΝΙΤΩΝ ΚΑΙ ΗΛΕΚΤΡΟΤΕΧΝΙΤΩΝ (460, 657, 603, 698)
divider (408, 925, 655, 926)
column-rule (398, 14, 399, 2335)
headline: ΟΙ ΒΟΥΛΕΥΤΑΙ, ΩΣ ΕΚΠΡΟΣΩΠΟΙ ΤΟΥ ΛΑΟΥ ΜΗ ΔΙΩΡΙΣΜΕΝΟΙ ΑΛΛ' ΕΚΛΕΓΟΜΕΝΟΙ ΟΜΙΛΟΥΝ ΠΑΝΤΟΤΕ ΠΡΟ ΤΟΥ ΝΟΜΑΡΧΟΥ (21, 41, 389, 125)
divider (1149, 1065, 1548, 1068)
article-body (20, 1277, 390, 1367)
article-body (20, 138, 390, 331)
column-2 (402, 14, 661, 2335)
body-text: Ἡ διατύπωσις ἐκ μέρους τῶν βουλευτῶν τῆς Ἐπαρχίας ὅτι ἡ ἀπουσία των ἐκ τῶν ἐκδηλώσεων ἐγένετο ἐκ λόγων οἱ ὁποῖοι δὲν ἀφορῶν τὴν τοπικὴν αὐτοδιοίκησιν ἀλλὰ τὴν ἀντιπροσώπευσιν τοῦ λαοῦ εἰς τὸ νομοθετικὸν σῶμα. (20, 139, 200, 249)
article-body (1149, 607, 1548, 682)
headline: ΣΗΜΕΡΟΝ ΕΚΛΕΓΕΤΑΙ Η ΝΕΑ ΔΙΟΙΚΗΣΙΣ ΤΟΥ Ο.Α.Σ.Θ. (21, 1142, 199, 1172)
subheading: Μία τολμηρὰ Ἑλληνὶς ὑπήκοος (1257, 752, 1440, 766)
body-text: ΣΙΔΝΕΥ, Αὐστραλία, 14. (Ἀσ. Πρέσ).—Ἐπιστήμονες ἐξήτασαν τὸ μυστηριῶδες τέρας τὸ ὁποῖον ἐξεβράσθη εἰς τὰς ἀκτὰς τῆς Τασμανίας. (1149, 1372, 1344, 1441)
divider (408, 651, 655, 652)
body-text: Ὁ κ. Μικογιὰν ἐτόνισεν ὅτι ἡ εἰρηνικὴ συνύπαρξις παραμένει ἡ βάσις τῆς σοβιετικῆς ἐξωτερικῆς πολιτικῆς. (1353, 1519, 1548, 1574)
